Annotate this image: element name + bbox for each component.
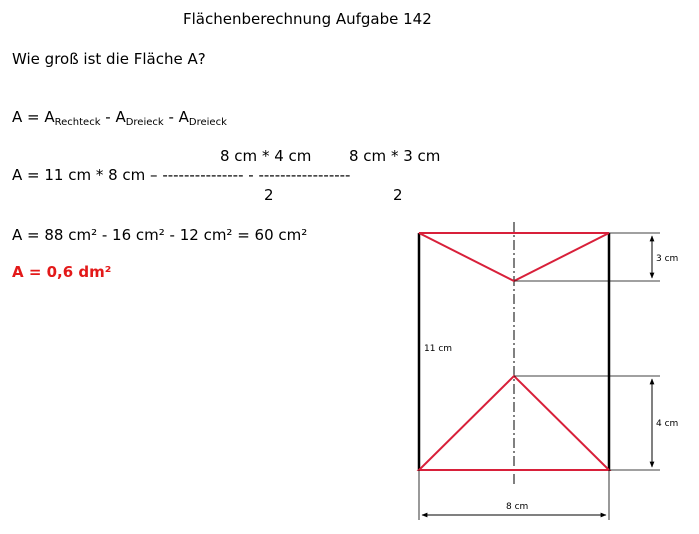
subscript-rechteck: Rechteck — [54, 117, 101, 128]
result-text: A = 0,6 dm² — [12, 263, 112, 281]
formula-op2: - A — [163, 108, 189, 126]
label-height: 11 cm — [424, 344, 453, 354]
label-width: 8 cm — [506, 502, 529, 512]
formula-substitution: A = 11 cm * 8 cm – --------------- - ----------------- — [12, 166, 351, 184]
formula-op1: - A — [100, 108, 126, 126]
label-top-triangle: 3 cm — [656, 254, 679, 264]
fraction2-numerator: 8 cm * 3 cm — [349, 147, 441, 165]
label-bottom-triangle: 4 cm — [656, 419, 679, 429]
formula-calculation: A = 88 cm² - 16 cm² - 12 cm² = 60 cm² — [12, 226, 308, 244]
subscript-dreieck-1: Dreieck — [125, 117, 164, 128]
question-text: Wie groß ist die Fläche A? — [12, 50, 206, 68]
formula-lhs: A = A — [12, 108, 55, 126]
fraction2-denominator: 2 — [393, 186, 403, 204]
page-title: Flächenberechnung Aufgabe 142 — [183, 10, 432, 28]
fraction1-denominator: 2 — [264, 186, 274, 204]
subscript-dreieck-2: Dreieck — [188, 117, 227, 128]
fraction1-numerator: 8 cm * 4 cm — [220, 147, 312, 165]
